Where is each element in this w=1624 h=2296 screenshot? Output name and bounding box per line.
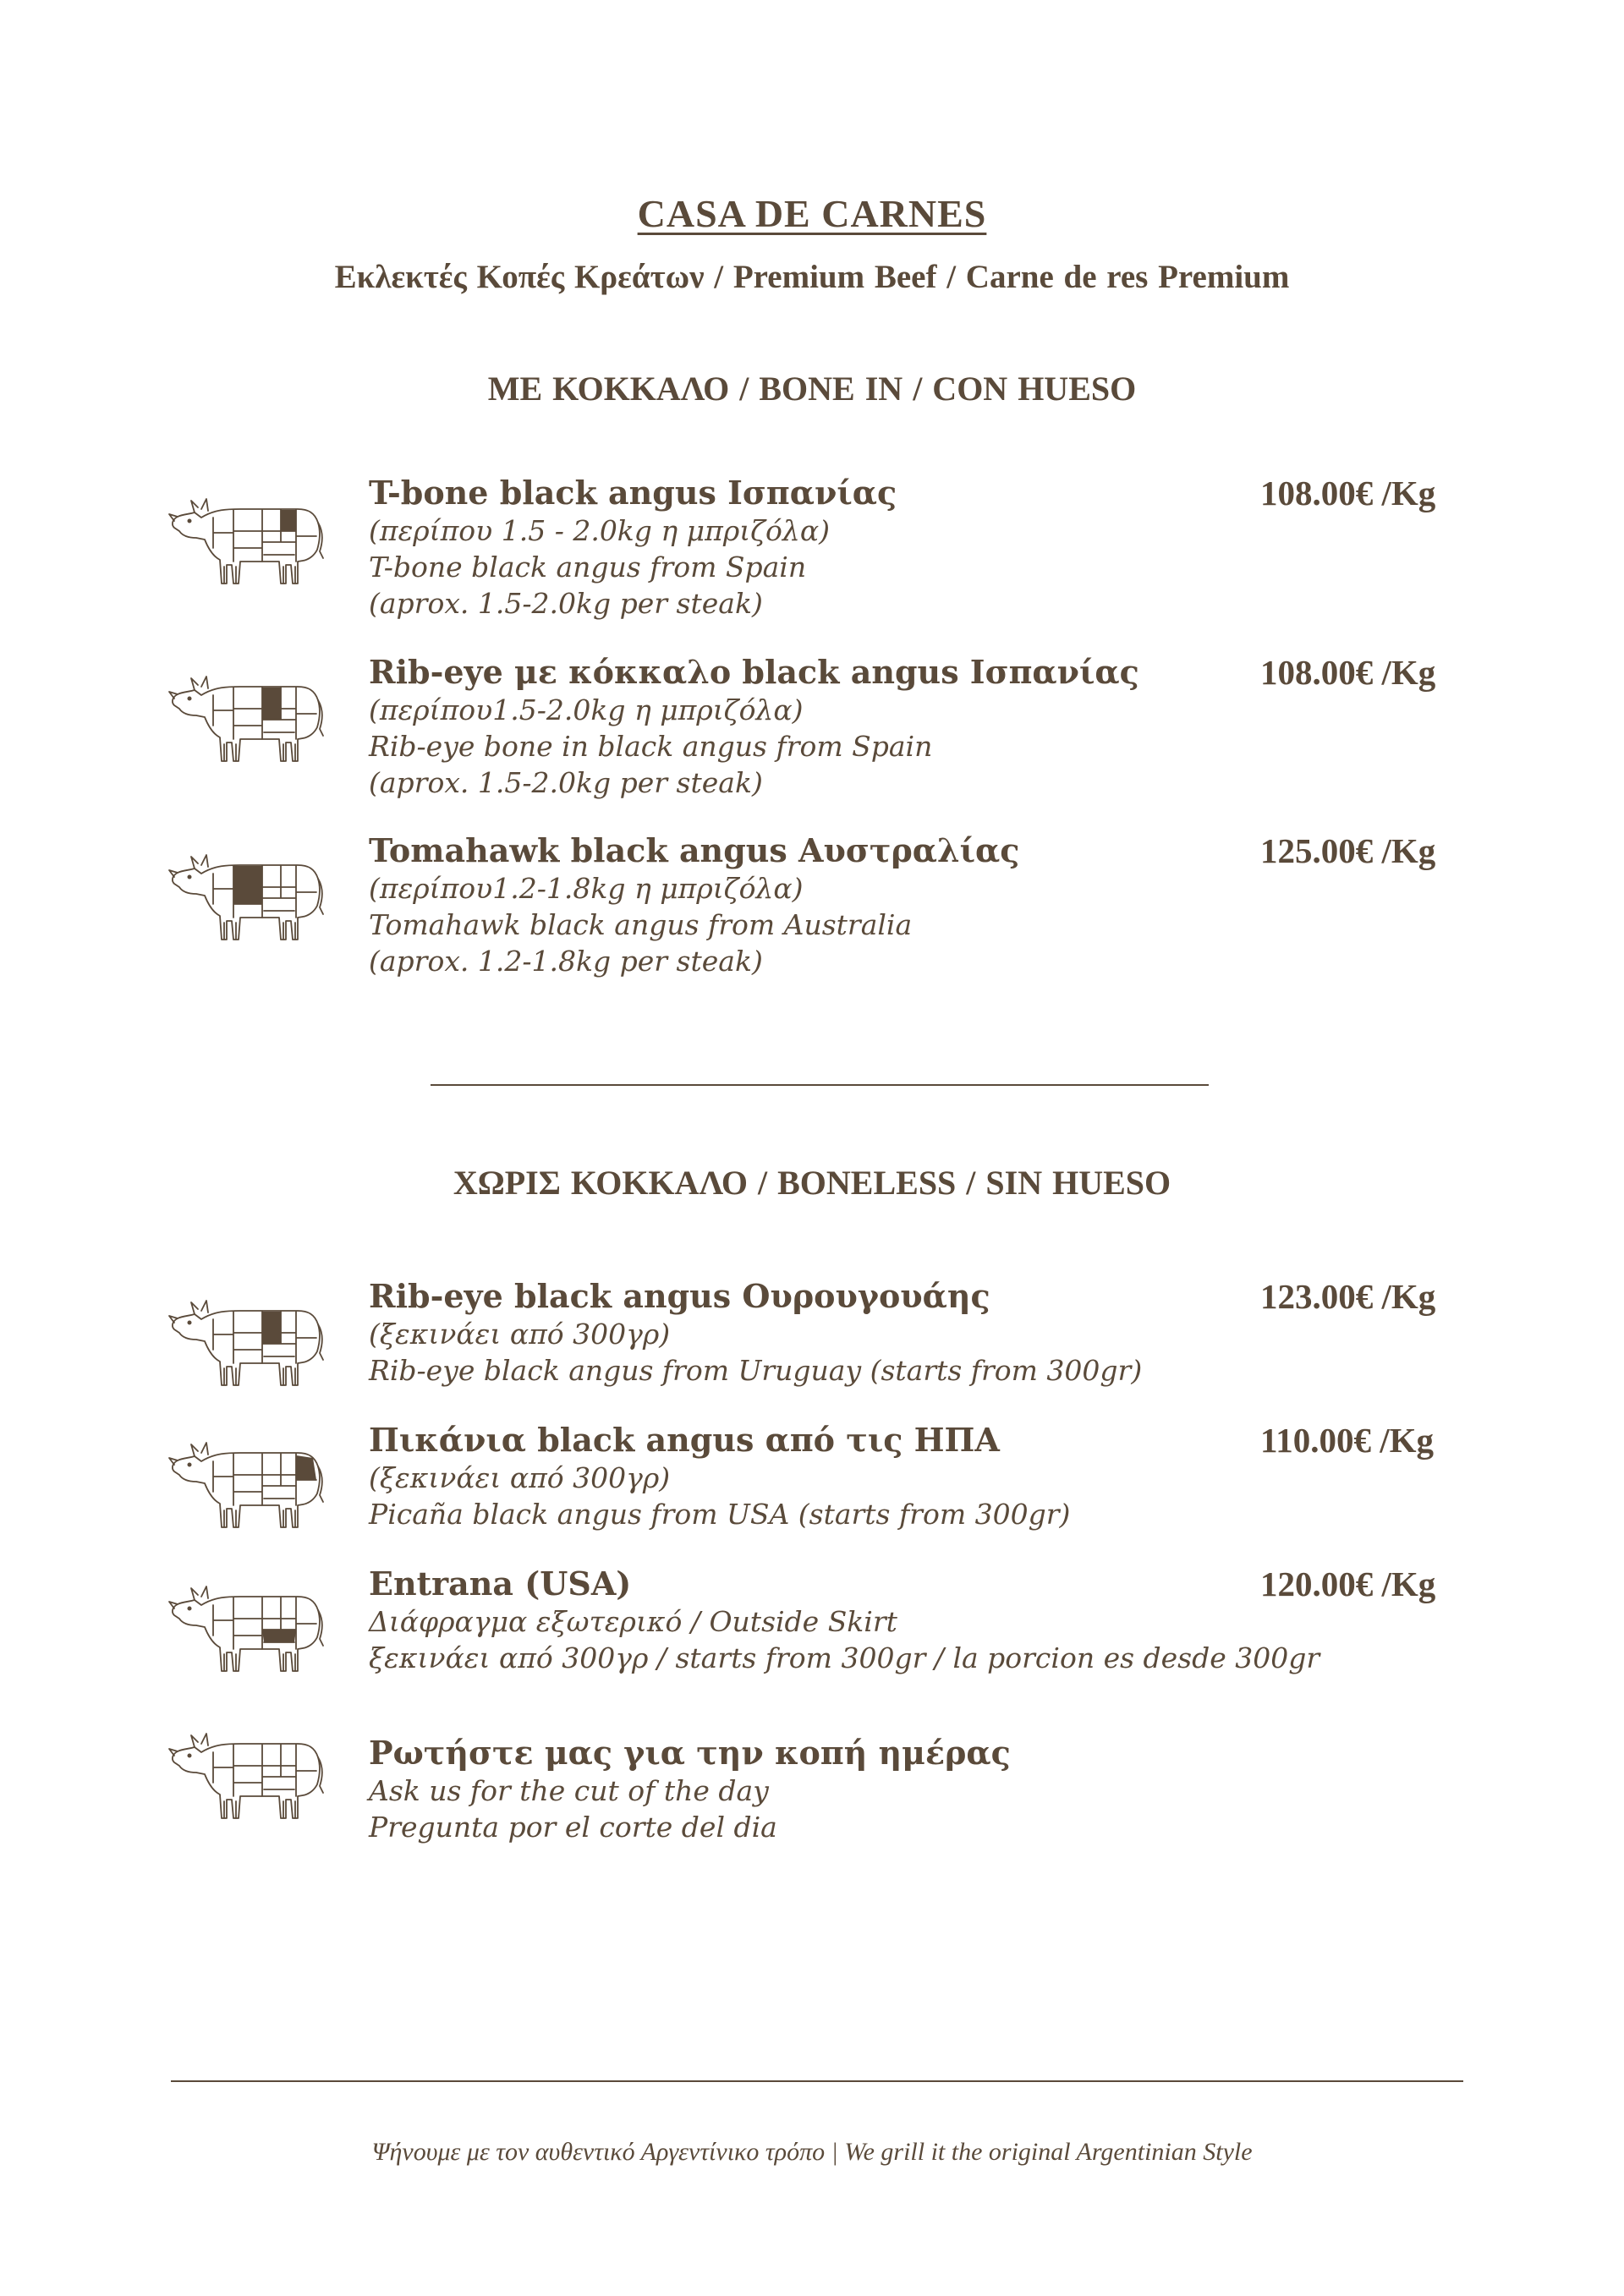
menu-item-description: (περίπου 1.5 - 2.0kg η μπριζόλα): [369, 514, 830, 547]
menu-item-name: Rib-eye με κόκκαλο black angus Ισπανίας: [369, 653, 1139, 691]
menu-item-text: [369, 474, 1384, 622]
menu-item-description: Pregunta por el corte del dia: [369, 1811, 777, 1844]
menu-item-name: Rib-eye black angus Ουρουγουάης: [369, 1277, 990, 1315]
menu-item-description: Rib-eye black angus from Uruguay (starts from 300gr): [369, 1354, 1143, 1387]
cow-cut-diagram-icon: [162, 1433, 328, 1539]
menu-item-description: (aprox. 1.5-2.0kg per steak): [369, 587, 763, 620]
menu-item-name: Entrana (USA): [369, 1564, 632, 1603]
menu-item-text: [369, 1277, 1384, 1389]
menu-item-description: (ξεκινάει από 300γρ): [369, 1461, 671, 1494]
menu-item-price: 125.00€ /Kg: [1260, 831, 1436, 870]
menu-item-text: [369, 831, 1384, 979]
menu-item-text: [369, 1564, 1384, 1676]
menu-item-description: (aprox. 1.2-1.8kg per steak): [369, 945, 763, 978]
menu-item-description: Διάφραγμα εξωτερικό / Outside Skirt: [369, 1605, 897, 1638]
section-divider: [431, 1084, 1209, 1086]
menu-item-description: T-bone black angus from Spain: [369, 551, 807, 584]
footer-divider: [171, 2080, 1463, 2082]
menu-item-name: Πικάνια black angus από τις ΗΠΑ: [369, 1421, 1000, 1459]
menu-item-description: ξεκινάει από 300γρ / starts from 300gr / la porcion es desde 300gr: [369, 1641, 1320, 1674]
cow-cut-diagram-icon: [162, 1723, 328, 1830]
cow-cut-diagram-icon: [162, 666, 328, 773]
menu-item-price: 110.00€ /Kg: [1260, 1421, 1435, 1460]
menu-item-description: Rib-eye bone in black angus from Spain: [369, 730, 933, 763]
cow-cut-diagram-icon: [162, 1290, 328, 1397]
section-heading-bone-in: ΜΕ ΚΟΚΚΑΛΟ / BONE IN / CON HUESO: [487, 370, 1137, 408]
menu-item-description: Tomahawk black angus from Australia: [369, 908, 913, 941]
menu-item-text: [369, 653, 1384, 801]
menu-item-description: (περίπου1.2-1.8kg η μπριζόλα): [369, 872, 804, 905]
page-subtitle: Εκλεκτές Κοπές Κρεάτων / Premium Beef / Carne de res Premium: [334, 259, 1290, 295]
cow-cut-diagram-icon: [162, 1576, 328, 1683]
cow-cut-diagram-icon: [162, 489, 328, 595]
section-heading-boneless: ΧΩΡΙΣ ΚΟΚΚΑΛΟ / BONELESS / SIN HUESO: [453, 1164, 1171, 1202]
menu-item-price: 123.00€ /Kg: [1260, 1277, 1436, 1316]
page-title: CASA DE CARNES: [637, 192, 987, 235]
menu-item-text: [369, 1421, 1384, 1532]
menu-item-description: (aprox. 1.5-2.0kg per steak): [369, 766, 763, 799]
menu-item-name: T-bone black angus Ισπανίας: [369, 474, 897, 512]
footer-tagline: Ψήνουμε με τον αυθεντικό Αργεντίνικο τρόπο | We grill it the original Argentinian Style: [371, 2138, 1253, 2166]
menu-item-description: Picaña black angus from USA (starts from 300gr): [369, 1498, 1071, 1531]
menu-item-price: 108.00€ /Kg: [1260, 653, 1436, 692]
menu-item-name: Tomahawk black angus Αυστραλίας: [369, 831, 1020, 869]
menu-item-price: 108.00€ /Kg: [1260, 474, 1436, 512]
cow-cut-diagram-icon: [162, 845, 328, 951]
menu-item-price: 120.00€ /Kg: [1260, 1564, 1436, 1603]
menu-item-description: Ask us for the cut of the day: [369, 1774, 769, 1807]
menu-item-text: [369, 1734, 1384, 1845]
menu-item-description: (περίπου1.5-2.0kg η μπριζόλα): [369, 693, 804, 726]
menu-item-name: Ρωτήστε μας για την κοπή ημέρας: [369, 1734, 1011, 1772]
menu-item-description: (ξεκινάει από 300γρ): [369, 1318, 671, 1351]
